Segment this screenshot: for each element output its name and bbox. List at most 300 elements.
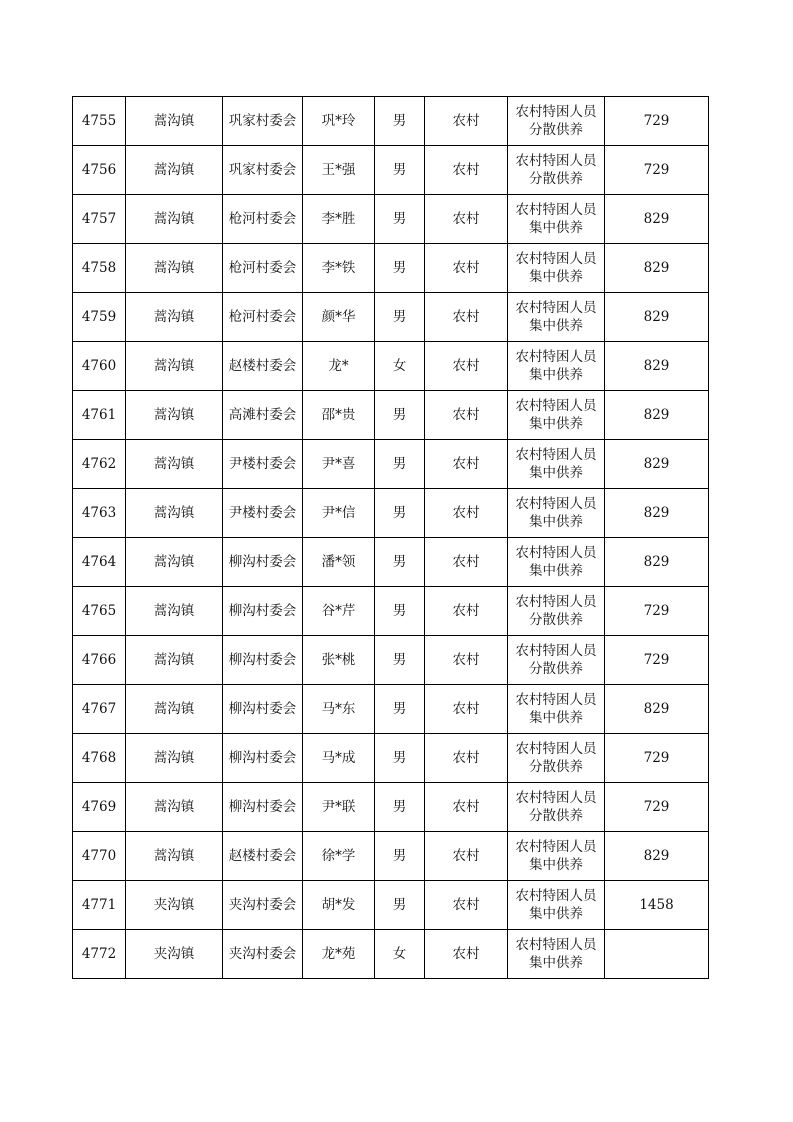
cell-category: [508, 391, 605, 440]
cell-amount-text: 729: [643, 750, 670, 766]
cell-area-text: 农村: [452, 848, 480, 864]
cell-gender: [375, 342, 425, 391]
table-row: [73, 293, 709, 342]
cell-id: [73, 783, 126, 832]
cell-area: [425, 244, 508, 293]
cell-area: [425, 783, 508, 832]
cell-name: [303, 489, 375, 538]
cell-name: [303, 587, 375, 636]
cell-area-text: 农村: [452, 750, 480, 766]
cell-id-text: 4758: [81, 260, 117, 276]
cell-amount: [605, 293, 709, 342]
cell-category-text: 农村特困人员集中供养: [515, 545, 597, 579]
cell-village-text: 赵楼村委会: [228, 358, 297, 374]
cell-village-text: 柳沟村委会: [228, 652, 297, 668]
cell-gender: [375, 734, 425, 783]
cell-village: [223, 832, 303, 881]
table-row: [73, 636, 709, 685]
cell-id-text: 4770: [81, 848, 117, 864]
cell-village: [223, 783, 303, 832]
cell-area-text: 农村: [452, 113, 480, 129]
cell-gender: [375, 538, 425, 587]
cell-category: [508, 97, 605, 146]
cell-town: [126, 881, 223, 930]
cell-gender-text: 男: [392, 750, 407, 766]
cell-category: [508, 244, 605, 293]
cell-category-text: 农村特困人员分散供养: [515, 594, 597, 628]
cell-village-text: 柳沟村委会: [228, 799, 297, 815]
cell-id: [73, 538, 126, 587]
cell-amount-text: 729: [643, 113, 670, 129]
cell-gender-text: 男: [392, 799, 407, 815]
cell-name: [303, 636, 375, 685]
cell-gender: [375, 587, 425, 636]
cell-category-text: 农村特困人员分散供养: [515, 643, 597, 677]
cell-category: [508, 881, 605, 930]
cell-town-text: 蒿沟镇: [153, 505, 195, 521]
table-row: [73, 881, 709, 930]
cell-village-text: 高滩村委会: [228, 407, 297, 423]
cell-area-text: 农村: [452, 701, 480, 717]
cell-gender-text: 男: [392, 554, 407, 570]
cell-amount-text: 829: [643, 260, 670, 276]
cell-amount-text: 829: [643, 309, 670, 325]
cell-gender-text: 男: [392, 407, 407, 423]
cell-name: [303, 538, 375, 587]
cell-area: [425, 734, 508, 783]
cell-category-text: 农村特困人员集中供养: [515, 888, 597, 922]
cell-village-text: 巩家村委会: [228, 162, 297, 178]
cell-name-text: 尹*信: [321, 505, 356, 521]
cell-name-text: 龙*: [328, 358, 349, 374]
table-row: [73, 342, 709, 391]
cell-category-text: 农村特困人员集中供养: [515, 349, 597, 383]
table-row: [73, 195, 709, 244]
cell-id: [73, 636, 126, 685]
cell-gender: [375, 195, 425, 244]
cell-name: [303, 342, 375, 391]
cell-name: [303, 440, 375, 489]
cell-town-text: 夹沟镇: [153, 946, 195, 962]
cell-amount-text: 729: [643, 799, 670, 815]
cell-category: [508, 587, 605, 636]
cell-category: [508, 832, 605, 881]
cell-village: [223, 489, 303, 538]
cell-gender: [375, 391, 425, 440]
cell-gender-text: 男: [392, 456, 407, 472]
cell-village-text: 枪河村委会: [228, 309, 297, 325]
cell-area-text: 农村: [452, 554, 480, 570]
cell-amount: [605, 97, 709, 146]
cell-amount-text: 729: [643, 652, 670, 668]
cell-village: [223, 440, 303, 489]
cell-name: [303, 783, 375, 832]
cell-category-text: 农村特困人员分散供养: [515, 153, 597, 187]
cell-area: [425, 342, 508, 391]
cell-town-text: 蒿沟镇: [153, 456, 195, 472]
cell-id-text: 4771: [81, 897, 117, 913]
cell-gender-text: 男: [392, 897, 407, 913]
cell-gender: [375, 244, 425, 293]
cell-village-text: 柳沟村委会: [228, 701, 297, 717]
cell-area: [425, 930, 508, 979]
cell-category: [508, 342, 605, 391]
cell-town: [126, 440, 223, 489]
table-row: [73, 783, 709, 832]
cell-amount-text: 729: [643, 162, 670, 178]
cell-name-text: 李*铁: [321, 260, 356, 276]
cell-id: [73, 195, 126, 244]
cell-amount: [605, 587, 709, 636]
cell-area: [425, 146, 508, 195]
cell-category: [508, 440, 605, 489]
cell-village: [223, 146, 303, 195]
cell-gender-text: 男: [392, 603, 407, 619]
cell-id: [73, 391, 126, 440]
cell-id: [73, 489, 126, 538]
cell-category: [508, 685, 605, 734]
cell-village-text: 枪河村委会: [228, 211, 297, 227]
table-row: [73, 685, 709, 734]
cell-gender: [375, 489, 425, 538]
cell-amount-text: 829: [643, 701, 670, 717]
cell-village-text: 赵楼村委会: [228, 848, 297, 864]
cell-id-text: 4766: [81, 652, 117, 668]
cell-town: [126, 146, 223, 195]
cell-village: [223, 734, 303, 783]
cell-category-text: 农村特困人员集中供养: [515, 839, 597, 873]
cell-id-text: 4763: [81, 505, 117, 521]
cell-gender-text: 男: [392, 701, 407, 717]
cell-id: [73, 293, 126, 342]
cell-name: [303, 930, 375, 979]
cell-amount: [605, 244, 709, 293]
cell-area: [425, 97, 508, 146]
cell-town-text: 蒿沟镇: [153, 603, 195, 619]
cell-category-text: 农村特困人员集中供养: [515, 398, 597, 432]
cell-gender: [375, 146, 425, 195]
cell-area-text: 农村: [452, 799, 480, 815]
cell-town-text: 蒿沟镇: [153, 750, 195, 766]
cell-town: [126, 587, 223, 636]
cell-category-text: 农村特困人员集中供养: [515, 937, 597, 971]
cell-town: [126, 293, 223, 342]
cell-name-text: 马*东: [321, 701, 356, 717]
cell-amount: [605, 685, 709, 734]
cell-amount: [605, 440, 709, 489]
cell-category: [508, 293, 605, 342]
cell-name: [303, 832, 375, 881]
cell-village: [223, 685, 303, 734]
cell-town-text: 蒿沟镇: [153, 701, 195, 717]
cell-village-text: 夹沟村委会: [228, 897, 297, 913]
cell-amount: [605, 734, 709, 783]
cell-town-text: 蒿沟镇: [153, 848, 195, 864]
cell-id: [73, 587, 126, 636]
cell-category: [508, 636, 605, 685]
cell-category-text: 农村特困人员分散供养: [515, 741, 597, 775]
table-body: [73, 97, 709, 979]
cell-town: [126, 342, 223, 391]
cell-town: [126, 538, 223, 587]
cell-village-text: 枪河村委会: [228, 260, 297, 276]
cell-amount: [605, 832, 709, 881]
cell-amount-text: 829: [643, 211, 670, 227]
cell-name-text: 胡*发: [321, 897, 356, 913]
cell-town: [126, 930, 223, 979]
table-row: [73, 538, 709, 587]
cell-amount-text: 829: [643, 505, 670, 521]
cell-area: [425, 538, 508, 587]
cell-village: [223, 244, 303, 293]
cell-area: [425, 881, 508, 930]
cell-town: [126, 195, 223, 244]
cell-area-text: 农村: [452, 162, 480, 178]
cell-town: [126, 832, 223, 881]
cell-amount-text: 829: [643, 456, 670, 472]
table-row: [73, 489, 709, 538]
cell-name: [303, 685, 375, 734]
cell-village: [223, 342, 303, 391]
cell-id: [73, 685, 126, 734]
cell-gender-text: 男: [392, 260, 407, 276]
cell-town-text: 蒿沟镇: [153, 407, 195, 423]
cell-town: [126, 783, 223, 832]
cell-category: [508, 783, 605, 832]
cell-category-text: 农村特困人员分散供养: [515, 104, 597, 138]
cell-area-text: 农村: [452, 260, 480, 276]
cell-name-text: 巩*玲: [321, 113, 356, 129]
cell-name-text: 尹*联: [321, 799, 356, 815]
cell-name: [303, 391, 375, 440]
relief-recipients-table: [72, 96, 709, 979]
cell-village: [223, 391, 303, 440]
cell-town: [126, 734, 223, 783]
cell-category-text: 农村特困人员分散供养: [515, 790, 597, 824]
cell-gender-text: 男: [392, 162, 407, 178]
cell-gender-text: 女: [392, 946, 407, 962]
cell-village: [223, 293, 303, 342]
cell-amount: [605, 342, 709, 391]
cell-amount: [605, 391, 709, 440]
cell-id-text: 4757: [81, 211, 117, 227]
cell-id: [73, 832, 126, 881]
cell-id-text: 4755: [81, 113, 117, 129]
cell-area-text: 农村: [452, 603, 480, 619]
cell-gender-text: 男: [392, 652, 407, 668]
cell-amount: [605, 881, 709, 930]
cell-village-text: 柳沟村委会: [228, 554, 297, 570]
cell-town: [126, 489, 223, 538]
cell-area: [425, 391, 508, 440]
cell-town-text: 蒿沟镇: [153, 652, 195, 668]
cell-category: [508, 930, 605, 979]
cell-gender-text: 男: [392, 211, 407, 227]
cell-area-text: 农村: [452, 309, 480, 325]
cell-gender: [375, 832, 425, 881]
cell-area: [425, 440, 508, 489]
cell-area: [425, 636, 508, 685]
cell-id-text: 4759: [81, 309, 117, 325]
cell-town-text: 蒿沟镇: [153, 162, 195, 178]
cell-id-text: 4768: [81, 750, 117, 766]
cell-id: [73, 881, 126, 930]
cell-id-text: 4760: [81, 358, 117, 374]
cell-village-text: 柳沟村委会: [228, 603, 297, 619]
cell-category-text: 农村特困人员集中供养: [515, 447, 597, 481]
cell-town-text: 蒿沟镇: [153, 358, 195, 374]
table-row: [73, 734, 709, 783]
cell-village: [223, 881, 303, 930]
cell-category-text: 农村特困人员集中供养: [515, 496, 597, 530]
cell-name: [303, 881, 375, 930]
cell-name-text: 潘*领: [321, 554, 356, 570]
cell-id: [73, 97, 126, 146]
cell-amount-text: 829: [643, 848, 670, 864]
cell-name-text: 张*桃: [321, 652, 356, 668]
cell-amount: [605, 538, 709, 587]
cell-id-text: 4769: [81, 799, 117, 815]
cell-area-text: 农村: [452, 897, 480, 913]
cell-gender: [375, 783, 425, 832]
cell-name-text: 邵*贵: [321, 407, 356, 423]
cell-id-text: 4756: [81, 162, 117, 178]
cell-amount-text: 1458: [639, 897, 674, 913]
cell-category-text: 农村特困人员集中供养: [515, 251, 597, 285]
cell-town: [126, 685, 223, 734]
cell-town: [126, 391, 223, 440]
cell-area-text: 农村: [452, 946, 480, 962]
cell-id-text: 4767: [81, 701, 117, 717]
table-row: [73, 244, 709, 293]
cell-id-text: 4764: [81, 554, 117, 570]
cell-amount-text: 829: [643, 407, 670, 423]
cell-village-text: 尹楼村委会: [228, 456, 297, 472]
cell-name-text: 龙*苑: [321, 946, 356, 962]
cell-name-text: 马*成: [321, 750, 356, 766]
cell-gender: [375, 97, 425, 146]
cell-id-text: 4762: [81, 456, 117, 472]
cell-amount: [605, 195, 709, 244]
cell-name-text: 李*胜: [321, 211, 356, 227]
cell-gender: [375, 930, 425, 979]
cell-category-text: 农村特困人员集中供养: [515, 300, 597, 334]
cell-area: [425, 489, 508, 538]
cell-gender: [375, 293, 425, 342]
cell-amount: [605, 636, 709, 685]
cell-name: [303, 195, 375, 244]
cell-name-text: 王*强: [321, 162, 356, 178]
cell-area-text: 农村: [452, 407, 480, 423]
cell-area-text: 农村: [452, 456, 480, 472]
table-row: [73, 391, 709, 440]
cell-category-text: 农村特困人员集中供养: [515, 202, 597, 236]
cell-town-text: 蒿沟镇: [153, 799, 195, 815]
cell-area: [425, 685, 508, 734]
cell-area: [425, 195, 508, 244]
cell-category-text: 农村特困人员集中供养: [515, 692, 597, 726]
cell-town-text: 蒿沟镇: [153, 211, 195, 227]
cell-name-text: 尹*喜: [321, 456, 356, 472]
cell-name-text: 徐*学: [321, 848, 356, 864]
cell-name: [303, 97, 375, 146]
cell-category: [508, 489, 605, 538]
cell-amount-text: 829: [643, 554, 670, 570]
table-row: [73, 832, 709, 881]
cell-id: [73, 146, 126, 195]
cell-id: [73, 342, 126, 391]
table-row: [73, 587, 709, 636]
cell-village-text: 柳沟村委会: [228, 750, 297, 766]
cell-town: [126, 97, 223, 146]
cell-gender-text: 女: [392, 358, 407, 374]
cell-amount-text: 829: [643, 358, 670, 374]
cell-village: [223, 636, 303, 685]
cell-village-text: 尹楼村委会: [228, 505, 297, 521]
cell-name: [303, 244, 375, 293]
cell-gender: [375, 636, 425, 685]
cell-name-text: 颜*华: [321, 309, 356, 325]
cell-category: [508, 195, 605, 244]
cell-gender-text: 男: [392, 113, 407, 129]
cell-amount: [605, 489, 709, 538]
cell-name: [303, 734, 375, 783]
cell-gender-text: 男: [392, 505, 407, 521]
cell-area-text: 农村: [452, 211, 480, 227]
cell-id-text: 4772: [81, 946, 117, 962]
cell-village: [223, 97, 303, 146]
cell-category: [508, 538, 605, 587]
cell-area-text: 农村: [452, 505, 480, 521]
cell-name: [303, 293, 375, 342]
cell-id-text: 4765: [81, 603, 117, 619]
cell-village-text: 巩家村委会: [228, 113, 297, 129]
cell-town-text: 蒿沟镇: [153, 260, 195, 276]
cell-amount: [605, 930, 709, 979]
cell-gender: [375, 881, 425, 930]
table-row: [73, 930, 709, 979]
cell-village: [223, 587, 303, 636]
cell-area: [425, 293, 508, 342]
cell-id: [73, 930, 126, 979]
cell-area-text: 农村: [452, 652, 480, 668]
cell-amount: [605, 146, 709, 195]
table-row: [73, 146, 709, 195]
cell-village-text: 夹沟村委会: [228, 946, 297, 962]
cell-id: [73, 440, 126, 489]
cell-town-text: 蒿沟镇: [153, 309, 195, 325]
cell-category: [508, 146, 605, 195]
cell-id-text: 4761: [81, 407, 117, 423]
cell-gender-text: 男: [392, 309, 407, 325]
cell-area: [425, 587, 508, 636]
table-row: [73, 440, 709, 489]
cell-town: [126, 636, 223, 685]
table-row: [73, 97, 709, 146]
cell-area-text: 农村: [452, 358, 480, 374]
cell-id: [73, 734, 126, 783]
cell-town-text: 夹沟镇: [153, 897, 195, 913]
cell-gender: [375, 440, 425, 489]
cell-category: [508, 734, 605, 783]
cell-village: [223, 930, 303, 979]
cell-village: [223, 195, 303, 244]
cell-area: [425, 832, 508, 881]
cell-amount: [605, 783, 709, 832]
cell-id: [73, 244, 126, 293]
cell-name: [303, 146, 375, 195]
cell-town-text: 蒿沟镇: [153, 554, 195, 570]
